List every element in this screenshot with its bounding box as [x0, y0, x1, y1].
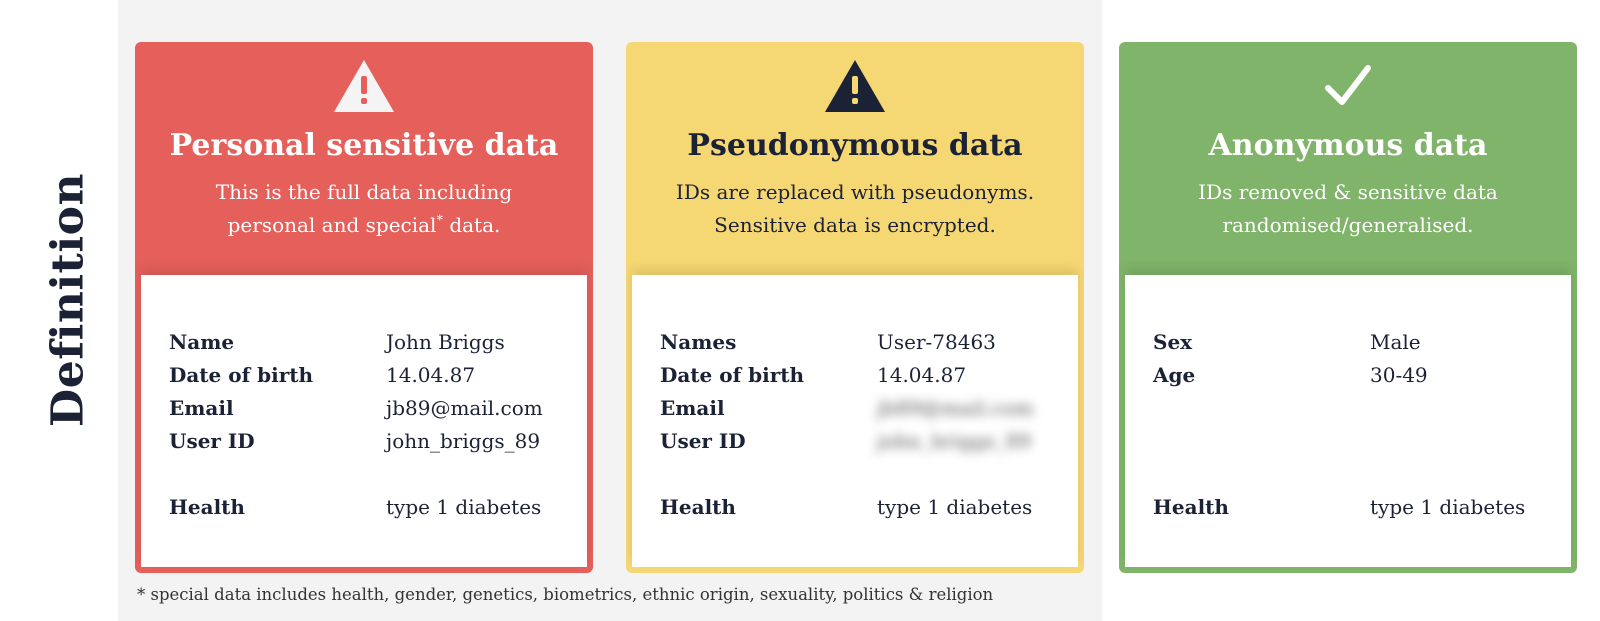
card-header	[626, 42, 1084, 270]
data-row-name	[169, 326, 577, 359]
field-label: User ID	[169, 429, 255, 453]
checkmark-icon	[1316, 58, 1380, 114]
side-title: Definition	[42, 173, 94, 427]
card-header	[1119, 42, 1577, 270]
footnote-marker: *	[436, 213, 443, 229]
card-data-panel	[141, 275, 587, 567]
card-description	[1129, 176, 1567, 242]
field-label: Age	[1153, 363, 1196, 387]
data-row-email	[169, 392, 577, 425]
field-label: Health	[660, 495, 736, 519]
card-description-line: randomised/generalised.	[1222, 213, 1474, 237]
warning-icon	[332, 58, 396, 114]
field-value: 14.04.87	[386, 363, 476, 387]
field-label: Date of birth	[660, 363, 805, 387]
field-value: jb89@mail.com	[386, 396, 543, 420]
data-row-date-of-birth	[169, 359, 577, 392]
card-description-line	[145, 209, 583, 242]
field-value-blurred: john_briggs_89	[877, 429, 1032, 453]
field-value: john_briggs_89	[386, 429, 541, 453]
field-label: Sex	[1153, 330, 1193, 354]
card-anonymous-data	[1119, 42, 1577, 573]
data-row-email	[660, 392, 1068, 425]
description-text: personal and special	[227, 213, 437, 237]
field-value: User-78463	[877, 330, 996, 354]
warning-icon	[823, 58, 887, 114]
card-description-line: This is the full data including	[215, 180, 513, 204]
card-title: Personal sensitive data	[169, 128, 559, 163]
card-description-line: IDs are replaced with pseudonyms.	[675, 180, 1035, 204]
description-text: data.	[442, 213, 501, 237]
data-row-age	[1153, 359, 1561, 392]
field-value: type 1 diabetes	[386, 495, 542, 519]
field-value: 30-49	[1370, 363, 1428, 387]
field-value: type 1 diabetes	[877, 495, 1033, 519]
data-row-user-id	[169, 425, 577, 458]
field-label: Names	[660, 330, 737, 354]
field-value-blurred: jb89@mail.com	[877, 396, 1034, 420]
card-description	[145, 176, 583, 242]
card-personal-sensitive-data	[135, 42, 593, 573]
data-row-sex	[1153, 326, 1561, 359]
data-row-user-id	[660, 425, 1068, 458]
field-value: 14.04.87	[877, 363, 967, 387]
field-label: Health	[1153, 495, 1229, 519]
footnote: * special data includes health, gender, genetics, biometrics, ethnic origin, sexuality, politics & religion	[137, 585, 994, 604]
data-row-date-of-birth	[660, 359, 1068, 392]
data-row-health	[1153, 491, 1561, 524]
field-value: John Briggs	[386, 330, 505, 354]
field-label: Name	[169, 330, 235, 354]
card-header	[135, 42, 593, 270]
field-label: Health	[169, 495, 245, 519]
field-value: type 1 diabetes	[1370, 495, 1526, 519]
field-label: Email	[660, 396, 725, 420]
data-row-health	[660, 491, 1068, 524]
card-description-line: Sensitive data is encrypted.	[714, 213, 996, 237]
card-data-panel	[632, 275, 1078, 567]
field-label: Date of birth	[169, 363, 314, 387]
card-data-panel	[1125, 275, 1571, 567]
field-value: Male	[1370, 330, 1421, 354]
data-row-health	[169, 491, 577, 524]
data-row-names	[660, 326, 1068, 359]
field-label: Email	[169, 396, 234, 420]
card-description-line: IDs removed & sensitive data	[1198, 180, 1498, 204]
card-title: Pseudonymous data	[687, 128, 1023, 163]
card-pseudonymous-data	[626, 42, 1084, 573]
card-title: Anonymous data	[1208, 128, 1488, 163]
field-label: User ID	[660, 429, 746, 453]
card-description	[636, 176, 1074, 242]
